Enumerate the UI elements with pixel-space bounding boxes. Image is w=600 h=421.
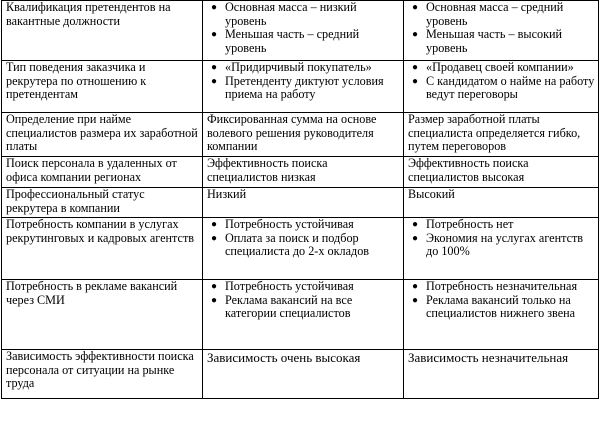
bullet-icon: ● (211, 294, 218, 306)
col2-cell (203, 1, 404, 61)
bullet-list (207, 1, 400, 55)
row-label: Определение при найме специалистов размера их заработной платы (6, 112, 198, 154)
col3-cell (404, 157, 599, 188)
row-label-cell (2, 280, 203, 350)
table-row (2, 218, 599, 280)
row-label: Тип поведения заказчика и рекрутера по отношению к претендентам (6, 60, 147, 102)
bullet-list (408, 218, 595, 259)
bullet-list (408, 280, 595, 321)
col3-cell (404, 61, 599, 113)
table-row (2, 280, 599, 350)
bullet-icon: ● (211, 219, 218, 230)
table-row (2, 113, 599, 157)
row-label-cell (2, 61, 203, 113)
row-label-cell (2, 218, 203, 280)
bullet-icon: ● (211, 75, 218, 87)
list-item: ● Основная масса – средний уровень (412, 0, 564, 28)
list-item: ● Меньшая часть – средний уровень (211, 27, 360, 55)
col2-cell (203, 350, 404, 399)
bullet-list (207, 61, 400, 102)
col2-cell (203, 61, 404, 113)
bullet-icon: ● (412, 29, 419, 41)
bullet-icon: ● (412, 62, 419, 73)
list-item: ● «Продавец своей компании» (412, 60, 574, 74)
bullet-icon: ● (412, 219, 419, 230)
list-item: ● Реклама вакансий только на специалистов нижнего звена (412, 292, 576, 321)
bullet-icon: ● (412, 281, 419, 292)
list-item: ● Реклама вакансий на все категории специалистов (211, 292, 353, 321)
col2-cell (203, 188, 404, 218)
list-item: ● Экономия на услугах агентств до 100% (412, 230, 584, 259)
list-item: ● Основная масса – низкий уровень (211, 0, 357, 28)
col3-cell (404, 280, 599, 350)
bullet-icon: ● (211, 232, 218, 244)
cell-text: Зависимость очень высокая (207, 350, 361, 365)
col3-cell (404, 350, 599, 399)
bullet-icon: ● (211, 29, 218, 41)
bullet-icon: ● (412, 2, 419, 13)
list-item: ● Потребность нет (412, 217, 514, 231)
bullet-list (408, 61, 595, 102)
list-item: ● Претенденту диктуют условия приема на работу (211, 73, 384, 102)
col2-cell (203, 280, 404, 350)
cell-text: Эффективность поиска специалистов высокая (408, 156, 529, 184)
list-item: ● С кандидатом о найме на работу ведут переговоры (412, 73, 595, 102)
row-label: Потребность компании в услугах рекрутинговых и кадровых агентств (6, 217, 195, 245)
col2-cell (203, 157, 404, 188)
row-label: Поиск персонала в удаленных от офиса компании регионах (6, 156, 177, 184)
list-item: ● Меньшая часть – высокий уровень (412, 27, 563, 55)
bullet-icon: ● (412, 232, 419, 244)
bullet-icon: ● (211, 62, 218, 73)
col3-cell (404, 218, 599, 280)
col3-cell (404, 113, 599, 157)
table-row (2, 1, 599, 61)
list-item: ● Оплата за поиск и подбор специалиста до 2-х окладов (211, 230, 370, 259)
table-row (2, 188, 599, 218)
row-label-cell (2, 157, 203, 188)
bullet-list (207, 218, 400, 259)
row-label-cell (2, 188, 203, 218)
col3-cell (404, 188, 599, 218)
row-label-cell (2, 1, 203, 61)
table-row (2, 157, 599, 188)
cell-text: Размер заработной платы специалиста определяется гибко, путем переговоров (408, 112, 581, 154)
cell-text: Высокий (408, 187, 455, 201)
list-item: ● Потребность устойчивая (211, 217, 354, 231)
table-row (2, 350, 599, 399)
row-label-cell (2, 113, 203, 157)
list-item: ● Потребность устойчивая (211, 279, 354, 293)
bullet-list (408, 1, 595, 55)
row-label: Профессиональный статус рекрутера в компании (6, 187, 145, 215)
bullet-icon: ● (211, 281, 218, 292)
cell-text: Фиксированная сумма на основе волевого решения руководителя компании (207, 112, 377, 154)
cell-text: Эффективность поиска специалистов низкая (207, 156, 328, 184)
row-label: Квалификация претендентов на вакантные должности (6, 0, 171, 28)
cell-text: Низкий (207, 187, 247, 201)
bullet-icon: ● (412, 294, 419, 306)
bullet-icon: ● (412, 75, 419, 87)
bullet-icon: ● (211, 2, 218, 13)
list-item: ● Потребность незначительная (412, 279, 578, 293)
row-label: Зависимость эффективности поиска персонала от ситуации на рынке труда (6, 349, 194, 391)
cell-text: Зависимость незначительная (408, 350, 569, 365)
list-item: ● «Придирчивый покупатель» (211, 60, 372, 74)
comparison-table (1, 0, 599, 399)
col2-cell (203, 218, 404, 280)
table-row (2, 61, 599, 113)
col3-cell (404, 1, 599, 61)
row-label: Потребность в рекламе вакансий через СМИ (6, 279, 178, 307)
bullet-list (207, 280, 400, 321)
row-label-cell (2, 350, 203, 399)
col2-cell (203, 113, 404, 157)
